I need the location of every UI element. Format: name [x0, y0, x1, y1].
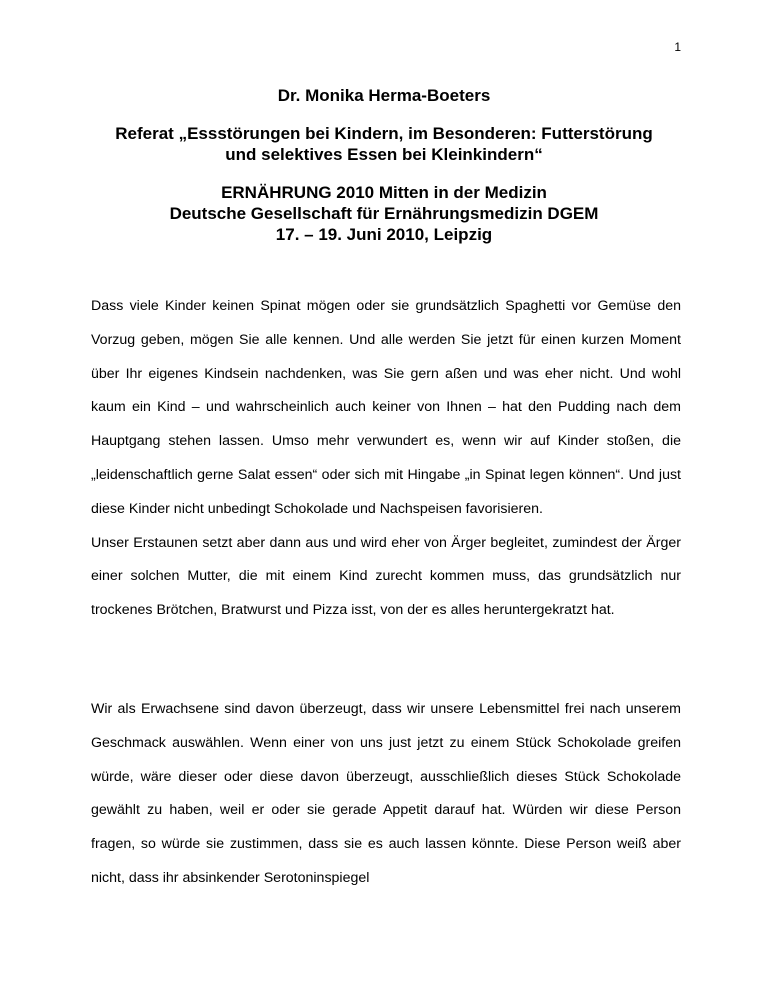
paragraph-3: Wir als Erwachsene sind davon überzeugt, dass wir unsere Lebensmittel frei nach unserem Geschmack auswählen. Wenn einer von uns just jetzt zu einem Stück Schokolade greifen würde, wäre dieser oder diese davon überzeugt, ausschließlich dieses Stück Schokolade gewählt zu haben, weil er oder sie gerade Appetit darauf hat. Würden wir diese Person fragen, so würde sie zustimmen, dass sie es auch lassen könnte. Diese Person weiß aber nicht, dass ihr absinkender Serotoninspiegel — [91, 701, 681, 886]
body-section-1 — [91, 290, 681, 628]
event-society: Deutsche Gesellschaft für Ernährungsmedizin DGEM — [169, 204, 599, 223]
event-date-location: 17. – 19. Juni 2010, Leipzig — [275, 225, 493, 244]
lecture-title — [60, 123, 708, 165]
body-section-2 — [91, 693, 681, 896]
author-name: Dr. Monika Herma-Boeters — [277, 86, 491, 105]
paragraph-1: Dass viele Kinder keinen Spinat mögen oder sie grundsätzlich Spaghetti vor Gemüse den Vorzug geben, mögen Sie alle kennen. Und alle werden Sie jetzt für einen kurzen Moment über Ihr eigenes Kindsein nachdenken, was Sie gern aßen und was eher nicht. Und wohl kaum ein Kind – und wahrscheinlich auch keiner von Ihnen – hat den Pudding nach dem Hauptgang stehen lassen. Umso mehr verwundert es, wenn wir auf Kinder stoßen, die „leidenschaftlich gerne Salat essen“ oder sich mit Hingabe „in Spinat legen können“. Und just diese Kinder nicht unbedingt Schokolade und Nachspeisen favorisieren. — [91, 298, 681, 517]
paragraph-2: Unser Erstaunen setzt aber dann aus und wird eher von Ärger begleitet, zumindest der Ärger einer solchen Mutter, die mit einem Kind zurecht kommen muss, das grundsätzlich nur trockenes Brötchen, Bratwurst und Pizza isst, von der es alles heruntergekratzt hat. — [91, 534, 681, 619]
document-header — [60, 85, 708, 245]
lecture-title-line-1: Referat „Essstörungen bei Kindern, im Besonderen: Futterstörung — [115, 124, 653, 143]
lecture-title-line-2: und selektives Essen bei Kleinkindern“ — [225, 145, 543, 164]
event-info — [60, 182, 708, 245]
event-title: ERNÄHRUNG 2010 Mitten in der Medizin — [221, 183, 547, 202]
page-number: 1 — [674, 40, 681, 54]
